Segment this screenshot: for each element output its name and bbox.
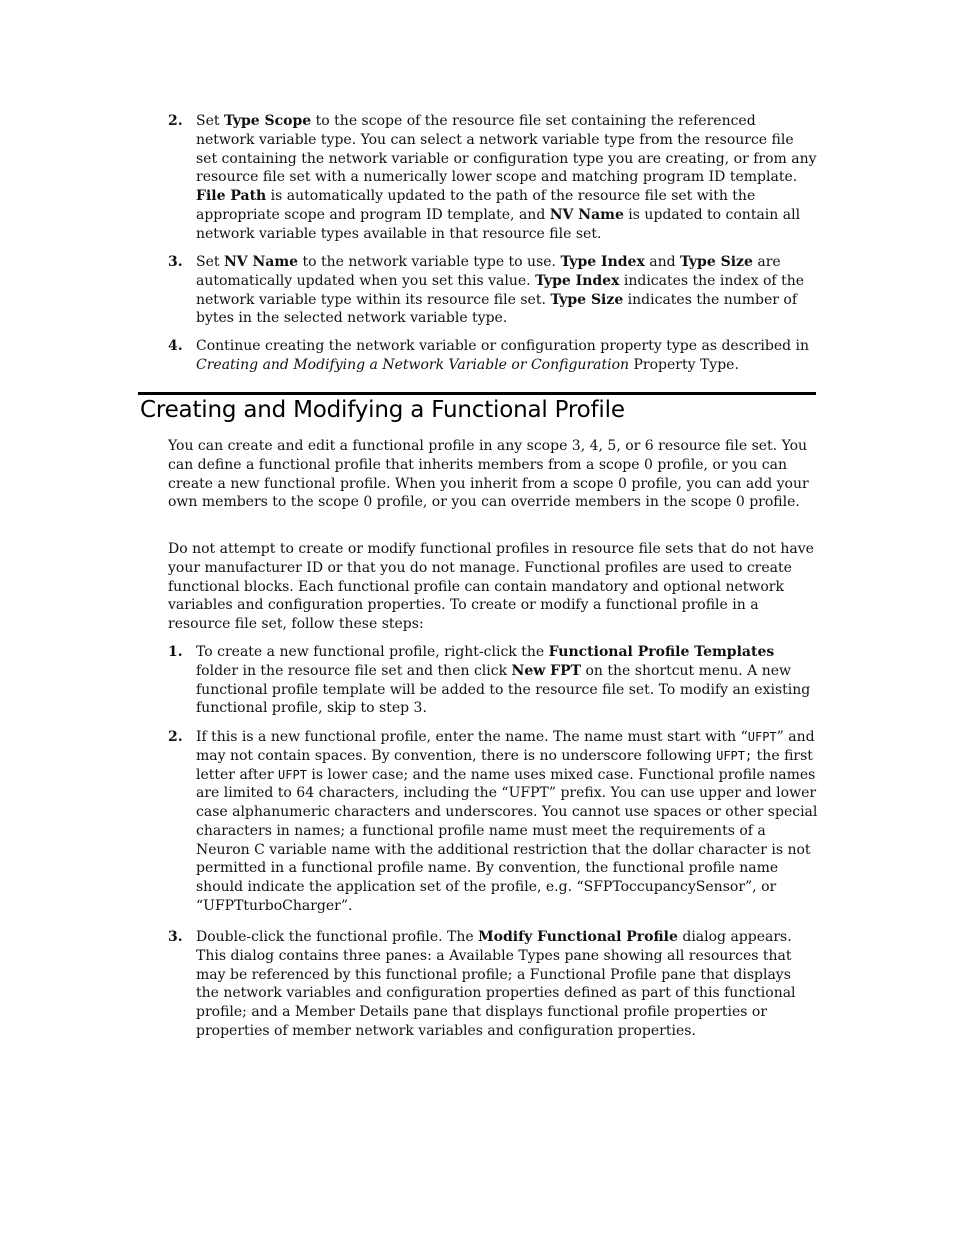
text-run: to the network variable type to use. (298, 254, 561, 270)
text-run: is updated to contain all network variable types available in that resource file set. (196, 206, 801, 242)
text-run: indicates the number of bytes in the selected network variable type. (196, 291, 798, 327)
text-run: Property Type. (629, 356, 739, 373)
text-run: Continue creating the network variable or configuration property type as described in (196, 338, 810, 354)
bold-term: Type Index (560, 254, 645, 270)
bold-term: File Path (196, 188, 267, 204)
text-run: To create a new functional profile, right-click the (196, 644, 549, 660)
bold-term: Functional Profile Templates (548, 644, 775, 660)
step-text (196, 253, 818, 328)
text-run: the first letter after (196, 747, 813, 783)
code-term: UFPT (747, 730, 777, 744)
step-number: 1. (168, 644, 183, 660)
step-number: 2. (168, 729, 183, 745)
text-run: to the scope of the resource file set containing the referenced network variable type. You can select a network variable type from the resource file set containing the network variable or configuration type you are creating, or from any resource file set with a numerically lower scope and matching program ID template. (196, 113, 817, 186)
bold-term: Type Size (680, 254, 753, 270)
step-number: 3. (168, 929, 183, 945)
step-text (196, 928, 818, 1041)
text-run: If this is a new functional profile, enter the name. The name must start with “ (196, 729, 748, 745)
step-number: 4. (168, 338, 183, 354)
step-text (196, 112, 818, 243)
code-term: UFPT (278, 767, 307, 782)
text-run: and (644, 254, 681, 270)
bold-term: Type Size (550, 291, 624, 308)
text-run: Set (196, 113, 224, 129)
step-number: 3. (168, 254, 183, 270)
text-run: Set (196, 254, 224, 270)
bold-term: Type Scope (223, 113, 312, 129)
text-run: Double-click the functional profile. The (196, 929, 479, 945)
text-run: ” and may not contain spaces. By convention, there is no underscore following (196, 729, 815, 764)
bold-term: Type Index (535, 272, 620, 289)
text-run: are automatically updated when you set this value. (196, 254, 781, 289)
text-run: is lower case; and the name uses mixed case. Functional profile names are limited to 64 characters, including the “UFPT” prefix. You can use upper and lower case alphanumeric characters and underscores. You cannot use spaces or other special characters in names; a functional profile name must meet the requirements of a Neuron C variable name with the additional restriction that the dollar character is not permitted in a functional profile name. By convention, the functional profile name should indicate the application set of the profile, e.g. “SFPToccupancySensor”, or “UFPTturboCharger”. (196, 766, 818, 914)
step-top-3 (168, 253, 818, 328)
step-number: 2. (168, 113, 183, 129)
step-bottom-1 (168, 643, 818, 718)
section-heading: Creating and Modifying a Functional Profile (140, 397, 625, 423)
bold-term: NV Name (549, 206, 624, 223)
bold-term: NV Name (223, 254, 299, 270)
step-top-4 (168, 337, 818, 375)
code-term: UFPT; (716, 748, 753, 763)
italic-reference: Creating and Modifying a Network Variable or Configuration (196, 356, 630, 373)
text-run: on the shortcut menu. A new functional profile template will be added to the resource file set. To modify an existing functional profile, skip to step 3. (196, 662, 811, 717)
text-run: is automatically updated to the path of the resource file set with the appropriate scope and program ID template, and (196, 188, 756, 223)
step-bottom-3 (168, 928, 818, 1041)
step-text (196, 728, 818, 916)
step-bottom-2 (168, 728, 818, 916)
step-top-2 (168, 112, 818, 243)
bold-term: New FPT (511, 662, 582, 679)
step-text (196, 337, 818, 375)
text-run: indicates the index of the network variable type within its resource file set. (196, 272, 804, 308)
intro-paragraph: You can create and edit a functional profile in any scope 3, 4, 5, or 6 resource file set. You can define a functional profile that inherits members from a scope 0 profile, or you can create a new functional profile. When you inherit from a scope 0 profile, you can add your own members to the scope 0 profile, or you can override members in the scope 0 profile. (168, 438, 809, 511)
section-divider (138, 392, 816, 395)
body-paragraph: Do not attempt to create or modify functional profiles in resource file sets that do not have your manufacturer ID or that you do not manage. Functional profiles are used to create functional blocks. Each functional profile can contain mandatory and optional network variables and configuration properties. To create or modify a functional profile in a resource file set, follow these steps: (168, 541, 814, 632)
text-run: dialog appears. This dialog contains three panes: a Available Types pane showing all resources that may be referenced by this functional profile; a Functional Profile pane that displays the network variables and configuration properties defined as part of this functional profile; and a Member Details pane that displays functional profile properties or properties of member network variables and configuration properties. (196, 929, 796, 1039)
step-text (196, 643, 818, 718)
text-run: folder in the resource file set and then click (196, 662, 512, 679)
bold-term: Modify Functional Profile (478, 929, 678, 945)
